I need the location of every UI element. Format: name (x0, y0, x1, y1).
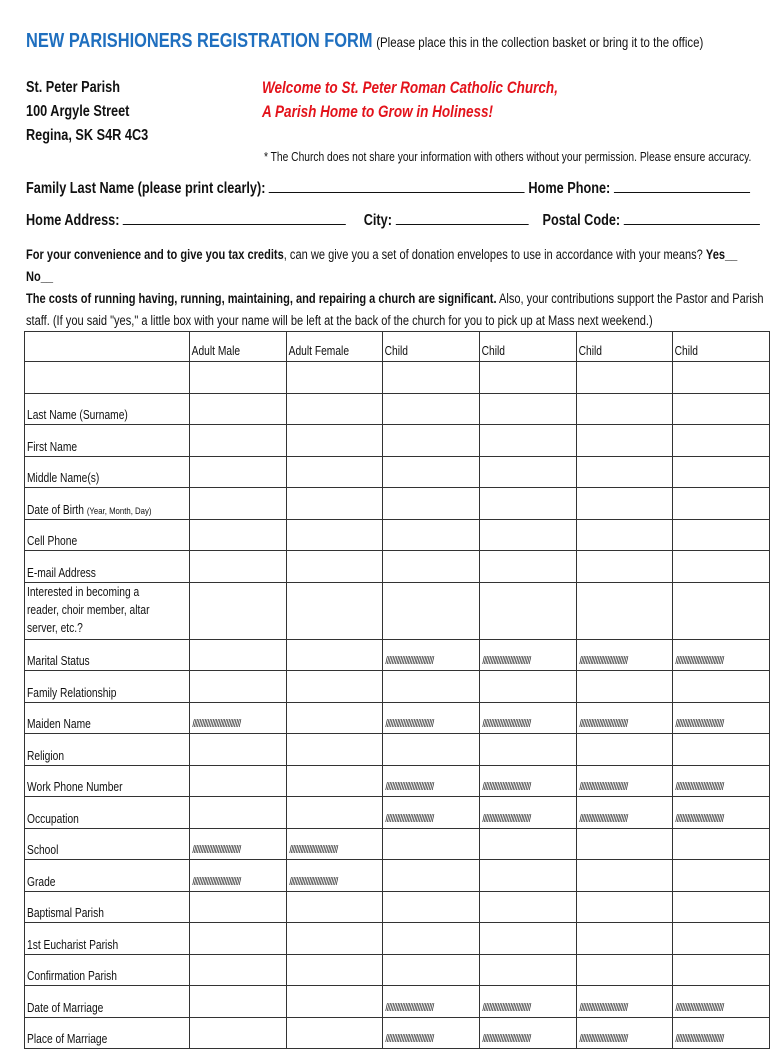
entry-cell[interactable] (673, 425, 770, 457)
entry-cell[interactable] (190, 639, 287, 671)
entry-cell (673, 362, 770, 394)
row-label (25, 797, 190, 829)
entry-cell[interactable] (576, 551, 673, 583)
entry-cell[interactable] (673, 671, 770, 703)
row-label-main: Maiden Name (27, 717, 91, 731)
hatch-pattern: ////////////////////////////// (579, 1033, 628, 1045)
entry-cell[interactable] (190, 954, 287, 986)
table-row (25, 582, 770, 639)
costs-bold: The costs of running having, running, maintaining, and repairing a church are significant. (26, 291, 497, 306)
hatched-cell (383, 702, 480, 734)
entry-cell[interactable] (286, 702, 383, 734)
home-address-row (26, 208, 770, 230)
hatched-cell (480, 702, 577, 734)
entry-cell[interactable] (480, 954, 577, 986)
hatched-cell (190, 860, 287, 892)
row-label-main: Religion (27, 748, 65, 763)
row-label-text (27, 534, 77, 550)
hatch-pattern: ////////////////////////////// (675, 781, 724, 793)
entry-cell[interactable] (480, 671, 577, 703)
hatched-cell (383, 986, 480, 1018)
entry-cell[interactable] (190, 582, 287, 639)
hatch-pattern: ////////////////////////////// (482, 718, 531, 730)
hatch-pattern: ////////////////////////////// (192, 875, 241, 888)
row-label-main: School (27, 843, 59, 857)
entry-cell[interactable] (480, 551, 577, 583)
row-label (25, 860, 190, 892)
entry-cell[interactable] (286, 954, 383, 986)
row-label-text (27, 686, 116, 702)
column-header-label: Child (674, 344, 699, 358)
hatched-cell (383, 797, 480, 829)
row-label-main: Interested in becoming a reader, choir member, altar server, etc.? (27, 584, 150, 635)
row-label-text (27, 408, 128, 424)
entry-cell[interactable] (190, 519, 287, 551)
row-label (25, 734, 190, 766)
family-last-name-field[interactable] (269, 176, 525, 193)
table-row (25, 923, 770, 955)
row-label-text (27, 717, 91, 733)
table-row (25, 488, 770, 520)
row-label-main: Middle Name(s) (27, 471, 100, 485)
form-title-text: NEW PARISHIONERS REGISTRATION FORM (26, 30, 373, 52)
entry-cell[interactable] (383, 582, 480, 639)
entry-cell[interactable] (190, 765, 287, 797)
row-label (25, 551, 190, 583)
entry-cell[interactable] (480, 393, 577, 425)
row-label-main: E-mail Address (27, 565, 96, 580)
hatch-pattern: ////////////////////////////// (675, 1033, 724, 1045)
hatched-cell (576, 797, 673, 829)
entry-cell[interactable] (190, 1017, 287, 1049)
welcome-line-1: Welcome to St. Peter Roman Catholic Church, (262, 79, 558, 97)
hatched-cell (383, 639, 480, 671)
row-label-text (27, 843, 58, 859)
entry-cell[interactable] (576, 425, 673, 457)
row-label-main: Work Phone Number (27, 780, 123, 794)
row-label-main: Date of Marriage (27, 1000, 104, 1015)
table-header-row (25, 332, 770, 362)
row-label (25, 671, 190, 703)
hatch-pattern: ////////////////////////////// (482, 781, 531, 793)
entry-cell[interactable] (190, 891, 287, 923)
row-label-main: Date of Birth (27, 502, 84, 517)
column-header-label: Child (385, 344, 409, 358)
entry-cell[interactable] (190, 797, 287, 829)
entry-cell[interactable] (286, 425, 383, 457)
entry-cell[interactable] (383, 923, 480, 955)
entry-cell[interactable] (286, 456, 383, 488)
hatch-pattern: ////////////////////////////// (482, 1001, 531, 1014)
parish-address (26, 76, 175, 148)
entry-cell[interactable] (576, 393, 673, 425)
hatch-pattern: ////////////////////////////// (288, 844, 338, 856)
row-label-text (27, 1032, 107, 1048)
row-label-main: Occupation (27, 811, 79, 826)
form-title (26, 30, 770, 53)
row-label (25, 986, 190, 1018)
entry-cell[interactable] (480, 425, 577, 457)
hatched-cell (480, 639, 577, 671)
entry-cell[interactable] (673, 734, 770, 766)
table-row (25, 1017, 770, 1049)
hatch-pattern: ////////////////////////////// (385, 718, 434, 730)
table-row (25, 860, 770, 892)
hatched-cell (576, 986, 673, 1018)
hatched-cell (383, 1017, 480, 1049)
entry-cell[interactable] (286, 671, 383, 703)
welcome-line-2: A Parish Home to Grow in Holiness! (262, 103, 494, 121)
row-label-text (27, 583, 160, 639)
entry-cell[interactable] (383, 393, 480, 425)
table-row (25, 734, 770, 766)
hatch-pattern: ////////////////////////////// (385, 655, 434, 667)
table-row (25, 362, 770, 394)
row-label (25, 425, 190, 457)
row-label-main: Grade (27, 874, 56, 889)
entry-cell[interactable] (480, 923, 577, 955)
entry-cell[interactable] (576, 488, 673, 520)
hatch-pattern: ////////////////////////////// (288, 875, 338, 888)
table-row (25, 954, 770, 986)
entry-cell[interactable] (383, 671, 480, 703)
entry-cell[interactable] (576, 519, 673, 551)
hatched-cell (190, 702, 287, 734)
entry-cell[interactable] (576, 828, 673, 860)
hatch-pattern: ////////////////////////////// (579, 1001, 628, 1014)
row-label-text (27, 749, 64, 765)
tax-credit-text: , can we give you a set of donation envelopes to use in accordance with your means? (283, 247, 703, 262)
entry-cell[interactable] (673, 891, 770, 923)
entry-cell[interactable] (286, 797, 383, 829)
hatched-cell (480, 1017, 577, 1049)
row-label (25, 488, 190, 520)
column-header (286, 332, 383, 362)
hatched-cell (673, 986, 770, 1018)
row-label-main: Place of Marriage (27, 1032, 108, 1046)
entry-cell (286, 362, 383, 394)
hatch-pattern: ////////////////////////////// (482, 655, 531, 667)
address-line-2: 100 Argyle Street (26, 103, 130, 120)
entry-cell[interactable] (576, 734, 673, 766)
hatch-pattern: ////////////////////////////// (385, 812, 434, 825)
hatch-pattern: ////////////////////////////// (579, 655, 628, 667)
entry-cell[interactable] (673, 828, 770, 860)
entry-cell[interactable] (190, 551, 287, 583)
entry-cell[interactable] (383, 551, 480, 583)
hatched-cell (576, 765, 673, 797)
entry-cell[interactable] (576, 954, 673, 986)
hatch-pattern: ////////////////////////////// (579, 718, 628, 730)
row-label-text (27, 938, 118, 954)
entry-cell[interactable] (480, 860, 577, 892)
entry-cell[interactable] (480, 582, 577, 639)
family-name-row (26, 176, 770, 198)
row-label-sub: (Year, Month, Day) (86, 505, 152, 517)
table-row (25, 639, 770, 671)
postal-code-field[interactable] (624, 208, 760, 225)
address-line-3: Regina, SK S4R 4C3 (26, 127, 149, 144)
entry-cell[interactable] (576, 891, 673, 923)
row-label-text (27, 654, 90, 670)
entry-cell[interactable] (190, 986, 287, 1018)
row-label (25, 702, 190, 734)
hatch-pattern: ////////////////////////////// (579, 812, 628, 825)
yes-no-choice[interactable]: Yes__ No__ (26, 247, 738, 284)
city-field[interactable] (395, 208, 528, 225)
row-label-text (27, 503, 151, 519)
home-address-label: Home Address: (26, 212, 120, 229)
donation-envelope-paragraph (26, 244, 764, 332)
table-row (25, 828, 770, 860)
entry-cell[interactable] (286, 734, 383, 766)
entry-cell[interactable] (383, 891, 480, 923)
hatched-cell (576, 1017, 673, 1049)
table-row (25, 765, 770, 797)
entry-cell (576, 362, 673, 394)
column-header (190, 332, 287, 362)
entry-cell[interactable] (673, 551, 770, 583)
city-label: City: (363, 212, 392, 229)
row-label-main: Confirmation Parish (27, 969, 118, 983)
entry-cell[interactable] (480, 734, 577, 766)
entry-cell[interactable] (286, 1017, 383, 1049)
table-corner-cell (25, 332, 190, 362)
hatched-cell (480, 986, 577, 1018)
hatch-pattern: ////////////////////////////// (482, 1033, 531, 1045)
entry-cell[interactable] (673, 393, 770, 425)
hatch-pattern: ////////////////////////////// (192, 718, 241, 730)
row-label-main: Baptismal Parish (27, 906, 104, 920)
home-address-field[interactable] (123, 208, 346, 225)
column-header (576, 332, 673, 362)
hatch-pattern: ////////////////////////////// (192, 844, 241, 856)
tax-credit-bold: For your convenience and to give you tax credits (26, 247, 284, 262)
entry-cell[interactable] (480, 828, 577, 860)
entry-cell[interactable] (673, 954, 770, 986)
row-label-text (27, 1001, 103, 1017)
table-row (25, 671, 770, 703)
column-header-label: Child (578, 344, 602, 358)
row-label-main: 1st Eucharist Parish (27, 937, 119, 952)
entry-cell[interactable] (673, 519, 770, 551)
hatch-pattern: ////////////////////////////// (675, 812, 724, 825)
entry-cell[interactable] (190, 456, 287, 488)
entry-cell[interactable] (383, 954, 480, 986)
postal-code-label: Postal Code: (542, 212, 621, 229)
table-row (25, 986, 770, 1018)
family-members-table (24, 331, 770, 1049)
entry-cell[interactable] (383, 488, 480, 520)
welcome-message (262, 76, 623, 124)
entry-cell[interactable] (383, 519, 480, 551)
pickup-note: staff. (If you said "yes," a little box with your name will be left at the back of the church for you to pick up at Mass next weekend.) (26, 313, 653, 328)
row-label (25, 954, 190, 986)
row-label-text (27, 440, 77, 456)
entry-cell[interactable] (190, 923, 287, 955)
column-header-label: Adult Female (288, 344, 349, 358)
hatched-cell (480, 797, 577, 829)
row-label-main: Cell Phone (27, 534, 78, 548)
row-label-text (27, 471, 99, 487)
hatched-cell (673, 639, 770, 671)
table-row (25, 519, 770, 551)
hatched-cell (286, 828, 383, 860)
entry-cell[interactable] (190, 425, 287, 457)
entry-cell[interactable] (190, 734, 287, 766)
entry-cell[interactable] (190, 488, 287, 520)
table-row (25, 456, 770, 488)
row-label (25, 362, 190, 394)
row-label (25, 639, 190, 671)
column-header-label: Adult Male (191, 344, 241, 358)
entry-cell[interactable] (286, 923, 383, 955)
entry-cell[interactable] (576, 860, 673, 892)
entry-cell[interactable] (673, 582, 770, 639)
family-last-name-label: Family Last Name (please print clearly): (26, 180, 266, 197)
row-label (25, 891, 190, 923)
row-label-text (27, 875, 55, 891)
entry-cell[interactable] (286, 986, 383, 1018)
hatched-cell (576, 639, 673, 671)
entry-cell[interactable] (576, 582, 673, 639)
row-label-text (27, 812, 79, 828)
table-row (25, 702, 770, 734)
row-label (25, 519, 190, 551)
privacy-disclaimer: * The Church does not share your information with others without your permission. Please ensure accuracy. (264, 150, 752, 164)
entry-cell[interactable] (286, 519, 383, 551)
hatch-pattern: ////////////////////////////// (579, 781, 628, 793)
entry-cell[interactable] (480, 519, 577, 551)
hatch-pattern: ////////////////////////////// (482, 812, 531, 825)
hatched-cell (673, 765, 770, 797)
entry-cell[interactable] (286, 488, 383, 520)
entry-cell[interactable] (673, 488, 770, 520)
row-label-text (27, 780, 123, 796)
row-label (25, 1017, 190, 1049)
entry-cell[interactable] (286, 639, 383, 671)
hatched-cell (673, 702, 770, 734)
hatch-pattern: ////////////////////////////// (385, 781, 434, 793)
entry-cell[interactable] (286, 765, 383, 797)
entry-cell[interactable] (576, 923, 673, 955)
entry-cell[interactable] (383, 425, 480, 457)
entry-cell[interactable] (190, 671, 287, 703)
row-label-text (27, 969, 117, 985)
row-label-main: Family Relationship (27, 685, 117, 700)
hatched-cell (383, 765, 480, 797)
entry-cell[interactable] (383, 828, 480, 860)
hatched-cell (673, 797, 770, 829)
row-label (25, 456, 190, 488)
entry-cell[interactable] (286, 582, 383, 639)
column-header (383, 332, 480, 362)
entry-cell (190, 362, 287, 394)
entry-cell[interactable] (383, 456, 480, 488)
entry-cell[interactable] (190, 393, 287, 425)
column-header-label: Child (481, 344, 506, 358)
entry-cell[interactable] (576, 456, 673, 488)
row-label (25, 765, 190, 797)
table-row (25, 797, 770, 829)
row-label (25, 582, 190, 639)
hatched-cell (190, 828, 287, 860)
row-label-text (27, 906, 104, 922)
hatched-cell (286, 860, 383, 892)
table-row (25, 891, 770, 923)
row-label-main: Marital Status (27, 654, 90, 668)
entry-cell[interactable] (673, 923, 770, 955)
row-label-main: Last Name (Surname) (27, 408, 128, 422)
entry-cell[interactable] (286, 551, 383, 583)
form-title-note: (Please place this in the collection basket or bring it to the office) (376, 34, 704, 50)
hatch-pattern: ////////////////////////////// (675, 1001, 724, 1014)
entry-cell[interactable] (383, 860, 480, 892)
hatch-pattern: ////////////////////////////// (675, 718, 724, 730)
hatch-pattern: ////////////////////////////// (675, 655, 724, 667)
row-label (25, 828, 190, 860)
table-row (25, 551, 770, 583)
hatch-pattern: ////////////////////////////// (385, 1001, 434, 1014)
address-line-1: St. Peter Parish (26, 79, 120, 96)
row-label-text (27, 566, 96, 582)
hatched-cell (576, 702, 673, 734)
entry-cell[interactable] (480, 456, 577, 488)
entry-cell[interactable] (673, 456, 770, 488)
hatched-cell (480, 765, 577, 797)
entry-cell[interactable] (286, 891, 383, 923)
table-row (25, 393, 770, 425)
column-header (480, 332, 577, 362)
row-label-main: First Name (27, 439, 78, 454)
home-phone-field[interactable] (614, 176, 750, 193)
hatched-cell (673, 1017, 770, 1049)
entry-cell[interactable] (576, 671, 673, 703)
hatch-pattern: ////////////////////////////// (385, 1033, 434, 1045)
entry-cell (480, 362, 577, 394)
row-label (25, 393, 190, 425)
row-label (25, 923, 190, 955)
table-row (25, 425, 770, 457)
entry-cell[interactable] (383, 734, 480, 766)
entry-cell[interactable] (673, 860, 770, 892)
column-header (673, 332, 770, 362)
home-phone-label: Home Phone: (528, 180, 611, 197)
costs-text: Also, your contributions support the Pastor and Parish (496, 291, 764, 306)
entry-cell (383, 362, 480, 394)
entry-cell[interactable] (480, 891, 577, 923)
entry-cell[interactable] (480, 488, 577, 520)
entry-cell[interactable] (286, 393, 383, 425)
